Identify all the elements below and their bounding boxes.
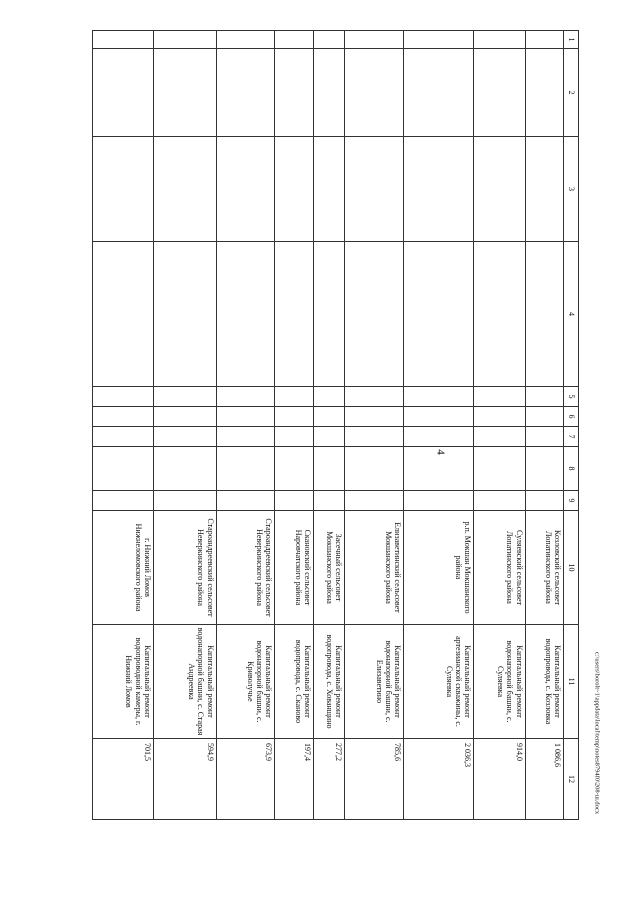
column-number: 7	[564, 427, 579, 447]
table-row	[525, 31, 564, 820]
data-table	[92, 30, 579, 820]
empty-cell	[314, 447, 345, 491]
empty-cell	[314, 242, 345, 387]
data-table-container	[92, 30, 579, 819]
empty-cell	[525, 407, 564, 427]
empty-cell	[93, 407, 154, 427]
empty-cell	[153, 407, 216, 427]
table-row	[153, 31, 216, 820]
column-number-row	[564, 31, 579, 820]
empty-cell	[216, 242, 275, 387]
empty-cell	[275, 427, 314, 447]
empty-cell	[345, 31, 404, 49]
empty-cell	[474, 387, 525, 407]
empty-cell	[153, 427, 216, 447]
amount-cell: 277,2	[314, 739, 345, 820]
municipality-cell: г. Нижний Ломов Нижнеломовского района	[93, 511, 154, 625]
empty-cell	[404, 491, 474, 511]
empty-cell	[345, 137, 404, 242]
object-cell: Капитальный ремонт водопровода, с. Козловка	[525, 625, 564, 739]
object-cell: Капитальный ремонт водонапорной башни, с. Старая Андреевка	[153, 625, 216, 739]
empty-cell	[275, 407, 314, 427]
empty-cell	[93, 49, 154, 137]
empty-cell	[153, 242, 216, 387]
municipality-cell: Староандреевский сельсовет Неверкинского района	[216, 511, 275, 625]
amount-cell: 785,6	[345, 739, 404, 820]
object-cell: Капитальный ремонт водонапорной башни, с. Елизаветино	[345, 625, 404, 739]
column-number: 2	[564, 49, 579, 137]
empty-cell	[474, 427, 525, 447]
empty-cell	[314, 491, 345, 511]
object-cell: Капитальный ремонт водонапорной башни, с. Суляевка	[474, 625, 525, 739]
empty-cell	[275, 242, 314, 387]
empty-cell	[275, 387, 314, 407]
column-number: 11	[564, 625, 579, 739]
empty-cell	[153, 137, 216, 242]
empty-cell	[216, 447, 275, 491]
empty-cell	[404, 407, 474, 427]
empty-cell	[314, 49, 345, 137]
empty-cell	[93, 491, 154, 511]
empty-cell	[314, 31, 345, 49]
empty-cell	[314, 427, 345, 447]
empty-cell	[474, 137, 525, 242]
empty-cell	[474, 31, 525, 49]
amount-cell: 914,0	[474, 739, 525, 820]
empty-cell	[345, 407, 404, 427]
empty-cell	[404, 447, 474, 491]
amount-cell: 594,9	[153, 739, 216, 820]
empty-cell	[474, 49, 525, 137]
column-number: 9	[564, 491, 579, 511]
municipality-cell: Засечный сельсовет Мокшанского района	[314, 511, 345, 625]
empty-cell	[153, 31, 216, 49]
empty-cell	[153, 447, 216, 491]
empty-cell	[345, 387, 404, 407]
empty-cell	[525, 387, 564, 407]
empty-cell	[216, 491, 275, 511]
column-number: 4	[564, 242, 579, 387]
empty-cell	[525, 49, 564, 137]
municipality-cell: Суляевский сельсовет Лопатинского района	[474, 511, 525, 625]
empty-cell	[275, 137, 314, 242]
empty-cell	[404, 387, 474, 407]
empty-cell	[314, 137, 345, 242]
empty-cell	[345, 447, 404, 491]
empty-cell	[525, 447, 564, 491]
table-row	[474, 31, 525, 820]
empty-cell	[153, 491, 216, 511]
empty-cell	[93, 31, 154, 49]
column-number: 6	[564, 407, 579, 427]
empty-cell	[93, 242, 154, 387]
column-number: 3	[564, 137, 579, 242]
empty-cell	[216, 137, 275, 242]
object-cell: Капитальный ремонт водопровода, с. Хованщино	[314, 625, 345, 739]
table-row	[345, 31, 404, 820]
table-row	[404, 31, 474, 820]
empty-cell	[404, 242, 474, 387]
municipality-cell: р.п. Мокшан Мокшанского района	[404, 511, 474, 625]
table-row	[275, 31, 314, 820]
empty-cell	[93, 387, 154, 407]
empty-cell	[153, 49, 216, 137]
column-number: 8	[564, 447, 579, 491]
municipality-cell: Елизаветинский сельсовет Мокшанского района	[345, 511, 404, 625]
table-row	[216, 31, 275, 820]
empty-cell	[216, 427, 275, 447]
empty-cell	[216, 49, 275, 137]
amount-cell: 197,4	[275, 739, 314, 820]
municipality-cell: Староандреевский сельсовет Неверкинского района	[153, 511, 216, 625]
empty-cell	[525, 31, 564, 49]
empty-cell	[153, 387, 216, 407]
object-cell: Капитальный ремонт водопроводной камеры, г. Нижний Ломов	[93, 625, 154, 739]
column-number: 12	[564, 739, 579, 820]
object-cell: Капитальный ремонт водонапорной башни, с. Криволучье	[216, 625, 275, 739]
table-body	[93, 31, 579, 820]
municipality-cell: Козловский сельсовет Лопатинского района	[525, 511, 564, 625]
footer-file-path: c:\users\borolt~1\appdata\local\temp\notes8794f0\208-ш.docx	[593, 651, 601, 815]
empty-cell	[474, 447, 525, 491]
empty-cell	[525, 242, 564, 387]
amount-cell: 2 036,3	[404, 739, 474, 820]
empty-cell	[345, 427, 404, 447]
column-number: 1	[564, 31, 579, 49]
empty-cell	[525, 491, 564, 511]
empty-cell	[474, 242, 525, 387]
empty-cell	[345, 49, 404, 137]
column-number: 10	[564, 511, 579, 625]
empty-cell	[404, 31, 474, 49]
amount-cell: 673,9	[216, 739, 275, 820]
table-row	[314, 31, 345, 820]
empty-cell	[275, 49, 314, 137]
empty-cell	[275, 31, 314, 49]
empty-cell	[314, 407, 345, 427]
empty-cell	[525, 427, 564, 447]
object-cell: Капитальный ремонт водопровода, с. Сканово	[275, 625, 314, 739]
empty-cell	[93, 427, 154, 447]
page-number: 4	[434, 449, 447, 455]
empty-cell	[404, 427, 474, 447]
table-row	[93, 31, 154, 820]
column-number: 5	[564, 387, 579, 407]
empty-cell	[314, 387, 345, 407]
amount-cell: 701,5	[93, 739, 154, 820]
empty-cell	[275, 491, 314, 511]
empty-cell	[474, 407, 525, 427]
empty-cell	[216, 387, 275, 407]
empty-cell	[93, 137, 154, 242]
empty-cell	[93, 447, 154, 491]
empty-cell	[525, 137, 564, 242]
amount-cell: 1 086,6	[525, 739, 564, 820]
empty-cell	[345, 491, 404, 511]
empty-cell	[275, 447, 314, 491]
empty-cell	[404, 49, 474, 137]
object-cell: Капитальный ремонт артезианской скважины, с. Суляевка	[404, 625, 474, 739]
empty-cell	[345, 242, 404, 387]
empty-cell	[404, 137, 474, 242]
empty-cell	[216, 407, 275, 427]
municipality-cell: Скановский сельсовет Наровчатского района	[275, 511, 314, 625]
empty-cell	[216, 31, 275, 49]
empty-cell	[474, 491, 525, 511]
